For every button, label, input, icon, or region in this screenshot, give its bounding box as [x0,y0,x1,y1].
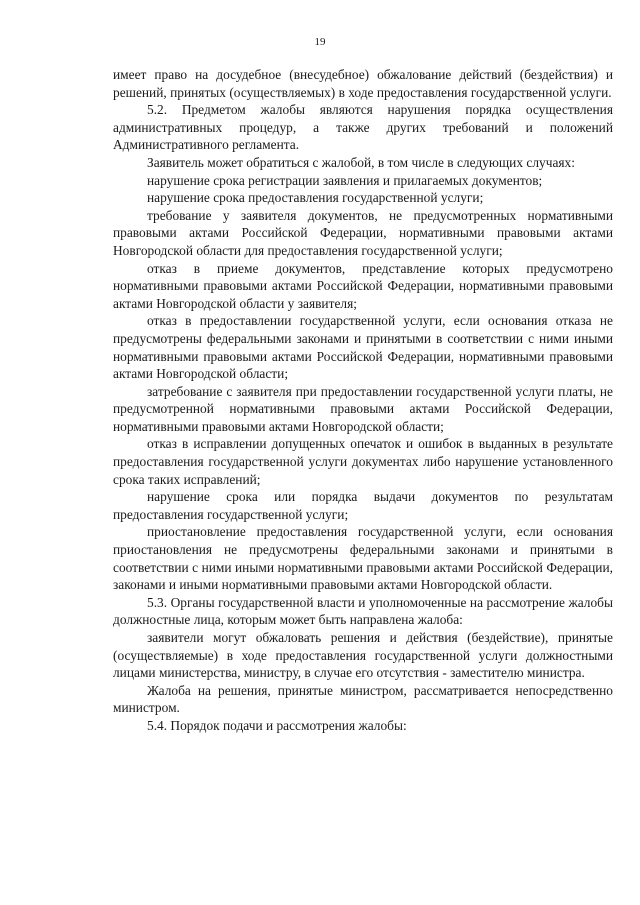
list-item-suspension: приостановление предоставления государственной услуги, если основания приостановления не предусмотрены федеральными законами и принятыми в соответствии с ними иными нормативными правовыми актами Российской Федерации, законами и иными нормативными правовыми актами Новгородской области. [113,524,613,593]
list-item-issuance-violation: нарушение срока или порядка выдачи документов по результатам предоставления государственной услуги; [113,489,613,522]
list-item-refusal-to-accept: отказ в приеме документов, представление которых предусмотрено нормативными правовыми актами Российской Федерации, нормативными правовыми актами Новгородской области у заявителя; [113,260,613,311]
paragraph-complaint-cases-intro: Заявитель может обратиться с жалобой, в том числе в следующих случаях: [147,154,575,170]
list-item-refusal-to-correct: отказ в исправлении допущенных опечаток и ошибок в выданных в результате предоставления государственной услуги документах либо нарушение установленного срока таких исправлений; [113,436,613,487]
paragraph-5-2-subject-of-complaint: 5.2. Предметом жалобы являются нарушения порядка осуществления административных процедур, а также других требований и положений Административного регламента. [113,102,613,153]
list-item-service-deadline: нарушение срока предоставления государственной услуги; [147,190,484,206]
page-number: 19 [314,36,326,48]
paragraph-right-to-appeal: имеет право на досудебное (внесудебное) обжалование действий (бездействия) и решений, принятых (осуществляемых) в ходе предоставления государственной услуги. [113,67,613,100]
list-item-excess-documents: требование у заявителя документов, не предусмотренных нормативными правовыми актами Российской Федерации, нормативными правовыми актами Новгородской области для предоставления государственной услуги; [113,207,613,258]
document-body [113,66,613,735]
list-item-unlawful-fee: затребование с заявителя при предоставлении государственной услуги платы, не предусмотренной нормативными правовыми актами Российской Федерации, нормативными правовыми актами Новгородской области; [113,383,613,434]
paragraph-5-4-procedure: 5.4. Порядок подачи и рассмотрения жалобы: [147,717,407,733]
list-item-refusal-to-provide: отказ в предоставлении государственной услуги, если основания отказа не предусмотрены федеральными законами и принятыми в соответствии с ними иными нормативными правовыми актами Российской Федерации, нормативными правовыми актами Новгородской области; [113,313,613,382]
paragraph-minister-decisions: Жалоба на решения, принятые министром, рассматривается непосредственно министром. [113,682,613,716]
paragraph-appeal-to-minister: заявители могут обжаловать решения и действия (бездействие), принятые (осуществляемые) в ходе предоставления государственной услуги должностными лицами министерства, министру, в случае его отсутствия - заместителю министра. [113,630,613,681]
paragraph-5-3-authorities: 5.3. Органы государственной власти и уполномоченные на рассмотрение жалобы должностные лица, которым может быть направлена жалоба: [113,594,613,628]
list-item-registration-deadline: нарушение срока регистрации заявления и прилагаемых документов; [147,172,543,188]
